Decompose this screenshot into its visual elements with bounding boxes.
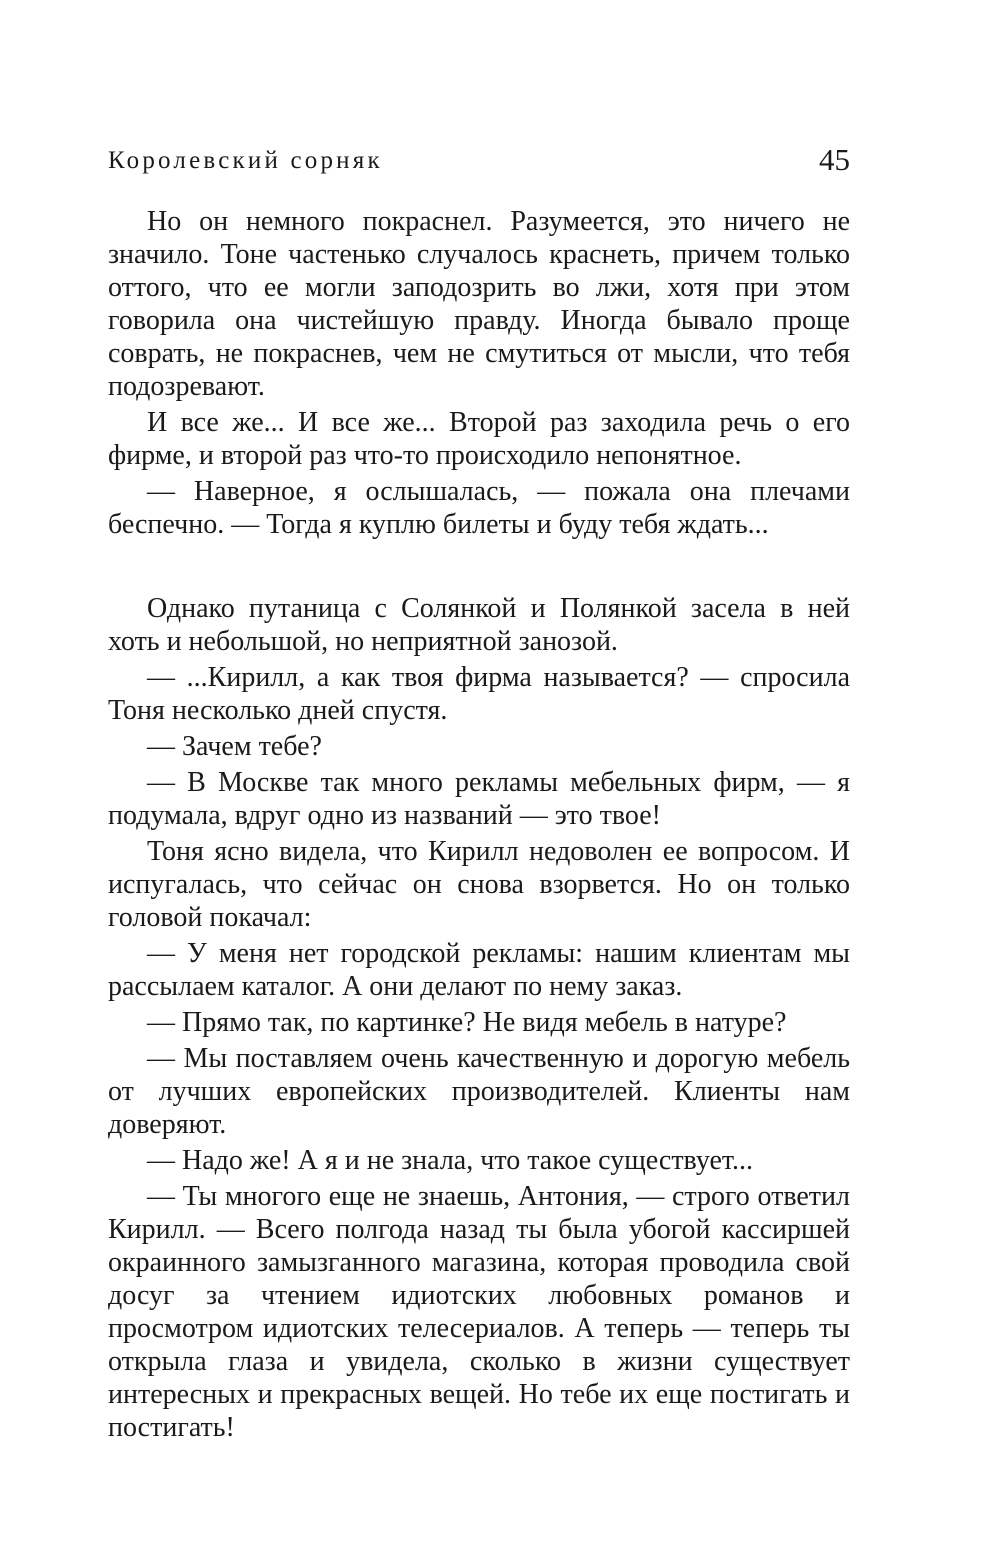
text-section-1	[108, 205, 850, 544]
paragraph: — ...Кирилл, а как твоя фирма называется? — спросила Тоня несколько дней спустя.	[108, 662, 850, 726]
paragraph: — Наверное, я ослышалась, — пожала она плечами беспечно. — Тогда я куплю билеты и буду тебя ждать...	[108, 476, 850, 540]
text-section-2	[108, 592, 850, 1447]
paragraph: И все же... И все же... Второй раз заходила речь о его фирме, и второй раз что-то происходило непонятное.	[108, 407, 850, 471]
paragraph: — В Москве так много рекламы мебельных фирм, — я подумала, вдруг одно из названий — это твое!	[108, 767, 850, 831]
paragraph: — Прямо так, по картинке? Не видя мебель в натуре?	[147, 1007, 787, 1038]
running-title: Королевский сорняк	[108, 147, 383, 174]
paragraph: Однако путаница с Солянкой и Полянкой засела в ней хоть и небольшой, но неприятной занозой.	[108, 593, 850, 657]
running-header	[108, 140, 850, 184]
paragraph: Но он немного покраснел. Разумеется, это ничего не значило. Тоне частенько случалось краснеть, причем только оттого, что ее могли заподозрить во лжи, хотя при этом говорила она чистейшую правду. Иногда бывало проще соврать, не покраснев, чем не смутиться от мысли, что тебя подозревают.	[108, 206, 850, 402]
paragraph: — У меня нет городской рекламы: нашим клиентам мы рассылаем каталог. А они делают по нему заказ.	[108, 938, 850, 1002]
paragraph: Тоня ясно видела, что Кирилл недоволен ее вопросом. И испугалась, что сейчас он снова взорвется. Но он только головой покачал:	[108, 836, 850, 933]
paragraph: — Ты многого еще не знаешь, Антония, — строго ответил Кирилл. — Всего полгода назад ты была убогой кассиршей окраинного замызганного магазина, которая проводила свой досуг за чтением идиотских любовных романов и просмотром идиотских телесериалов. А теперь — теперь ты открыла глаза и увидела, сколько в жизни существует интересных и прекрасных вещей. Но тебе их еще постигать и постигать!	[108, 1181, 850, 1443]
paragraph: — Надо же! А я и не знала, что такое существует...	[147, 1145, 754, 1176]
paragraph: — Мы поставляем очень качественную и дорогую мебель от лучших европейских производителей. Клиенты нам доверяют.	[108, 1043, 850, 1140]
page-number: 45	[819, 142, 850, 177]
paragraph: — Зачем тебе?	[147, 731, 322, 762]
